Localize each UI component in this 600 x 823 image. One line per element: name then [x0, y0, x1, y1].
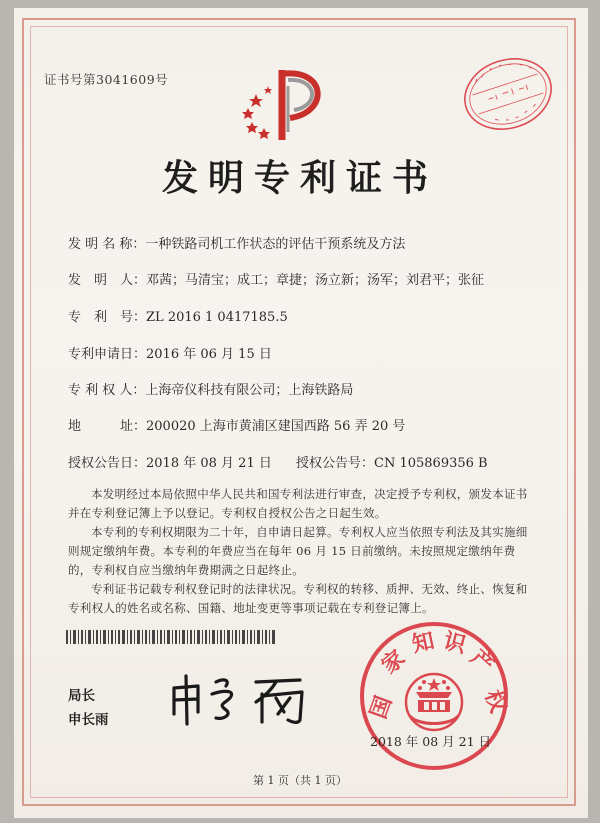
field-value: 200020 上海市黄浦区建国西路 56 弄 20 号 [146, 419, 406, 434]
field-address [68, 415, 405, 434]
field-value: ZL 2016 1 0417185.5 [146, 310, 288, 325]
certificate-body [68, 485, 536, 618]
svg-text:权: 权 [479, 686, 512, 717]
field-value: 2018 年 08 月 21 日 [146, 456, 272, 471]
svg-text:国: 国 [365, 692, 398, 723]
patent-office-logo-icon [238, 62, 338, 152]
field-value: 邓茜；马清宝；成工；章捷；汤立新；汤军；刘君平；张征 [146, 273, 485, 288]
field-filing-date [68, 343, 272, 362]
seal-date: 2018 年 08 月 21 日 [370, 734, 491, 749]
field-label: 授权公告日： [68, 456, 147, 471]
page-title: 发明专利证书 [161, 157, 438, 199]
field-label: 专 利 号： [68, 310, 147, 325]
body-paragraph: 本发明经过本局依照中华人民共和国专利法进行审查，决定授予专利权，颁发本证书并在专利登记簿上予以登记。专利权自授权公告之日起生效。 [68, 487, 528, 520]
barcode-icon [66, 630, 276, 644]
handwritten-signature-icon [164, 668, 324, 728]
field-value: 2016 年 06 月 15 日 [146, 347, 272, 362]
field-label: 专利申请日： [68, 347, 147, 362]
field-value: 上海帝仪科技有限公司；上海铁路局 [145, 383, 354, 398]
field-label: 授权公告号： [296, 456, 375, 471]
tax-stamp-icon [458, 44, 558, 144]
field-label: 发 明 名 称： [68, 237, 146, 252]
field-label: 发 明 人： [68, 273, 147, 288]
field-value: CN 105869356 B [374, 456, 488, 471]
signatory-title: 局长 [68, 688, 95, 704]
field-grant-date [68, 452, 272, 471]
certificate-number: 证书号第3041609号 [44, 72, 169, 87]
svg-text:家: 家 [376, 645, 411, 680]
field-value: 一种铁路司机工作状态的评估干预系统及方法 [145, 237, 406, 252]
body-paragraph: 本专利的专利权期限为二十年，自申请日起算。专利权人应当依照专利法及其实施细则规定缴纳年费。本专利的年费应当在每年 06 月 15 日前缴纳。未按照规定缴纳年费的，专利权自应当缴纳年费期满之日起终止。 [68, 525, 528, 577]
official-seal-icon [356, 618, 512, 774]
field-label: 地 址： [68, 419, 147, 434]
field-patentee [68, 379, 353, 398]
svg-text:知: 知 [409, 627, 437, 658]
field-invention-name [68, 233, 405, 252]
field-grant-publication [296, 452, 488, 471]
signatory-name: 申长雨 [68, 712, 109, 728]
field-inventors [68, 269, 484, 288]
page-number: 第 1 页（共 1 页） [253, 774, 347, 787]
body-paragraph: 专利证书记载专利权登记时的法律状况。专利权的转移、质押、无效、终止、恢复和专利权人的姓名或名称、国籍、地址变更等事项记载在专利登记簿上。 [68, 582, 528, 615]
svg-text:产: 产 [465, 644, 499, 679]
field-label: 专 利 权 人： [68, 383, 146, 398]
svg-text:识: 识 [440, 627, 469, 659]
field-patent-number [68, 306, 288, 325]
